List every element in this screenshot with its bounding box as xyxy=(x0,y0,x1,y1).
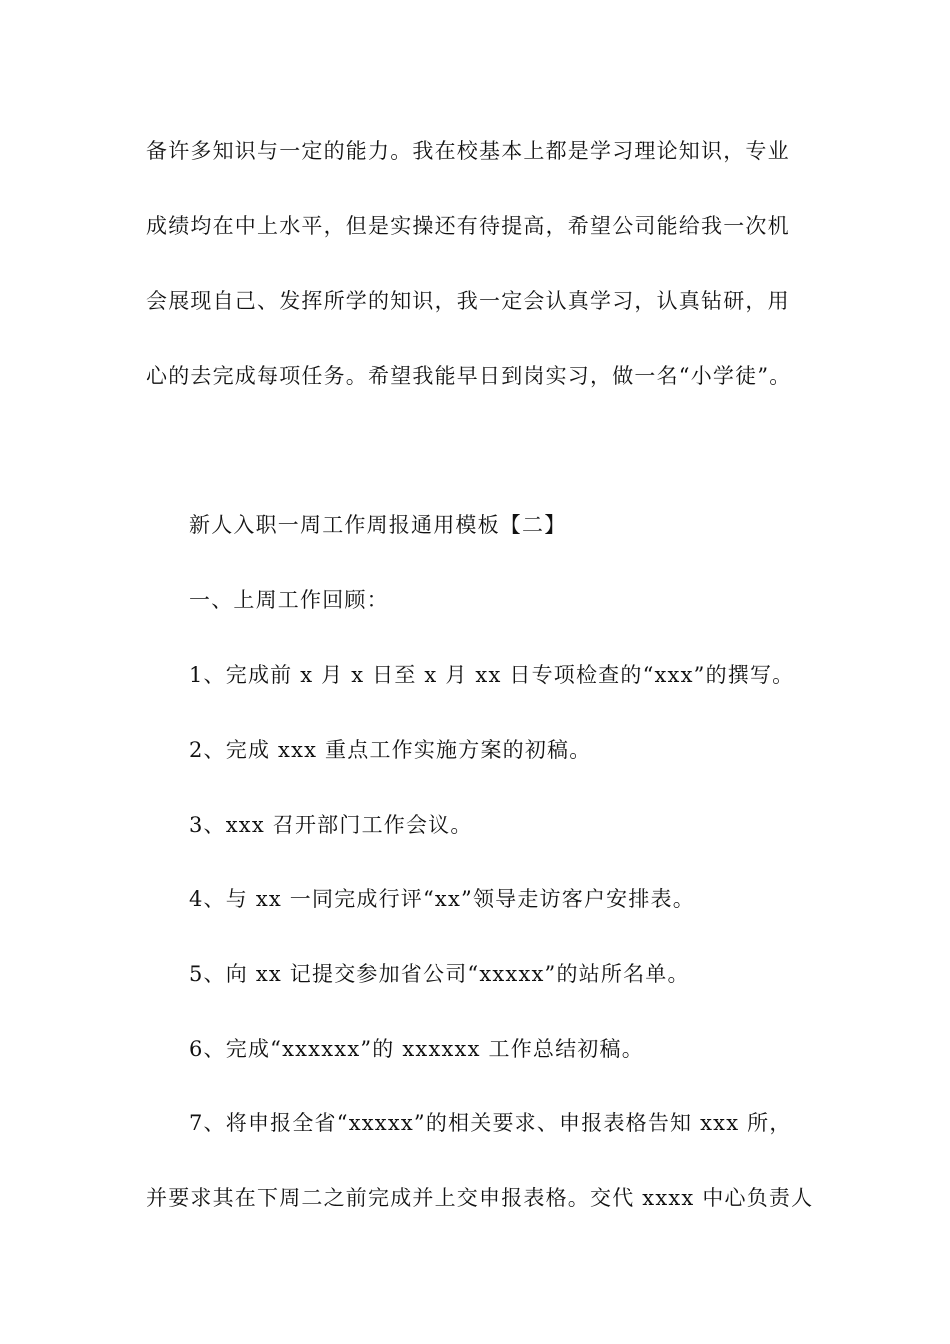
list-item: 6、完成“xxxxxx”的 xxxxxx 工作总结初稿。 xyxy=(189,1037,644,1061)
paragraph-line: 成绩均在中上水平，但是实操还有待提高，希望公司能给我一次机 xyxy=(146,214,790,238)
subheading: 一、上周工作回顾： xyxy=(189,588,389,612)
list-item: 4、与 xx 一同完成行评“xx”领导走访客户安排表。 xyxy=(189,887,695,911)
list-item: 3、xxx 召开部门工作会议。 xyxy=(189,813,473,837)
list-item-continued: 并要求其在下周二之前完成并上交申报表格。交代 xxxx 中心负责人 xyxy=(146,1186,814,1210)
paragraph-line: 备许多知识与一定的能力。我在校基本上都是学习理论知识，专业 xyxy=(146,139,790,163)
list-item: 2、完成 xxx 重点工作实施方案的初稿。 xyxy=(189,738,592,762)
section-title: 新人入职一周工作周报通用模板【二】 xyxy=(189,513,567,537)
paragraph-line: 心的去完成每项任务。希望我能早日到岗实习，做一名“小学徒”。 xyxy=(146,364,792,388)
list-item: 7、将申报全省“xxxxx”的相关要求、申报表格告知 xxx 所， xyxy=(189,1111,792,1135)
paragraph-line: 会展现自己、发挥所学的知识，我一定会认真学习，认真钻研，用 xyxy=(146,289,790,313)
list-item: 5、向 xx 记提交参加省公司“xxxxx”的站所名单。 xyxy=(189,962,690,986)
list-item: 1、完成前 x 月 x 日至 x 月 xx 日专项检查的“xxx”的撰写。 xyxy=(189,663,795,687)
